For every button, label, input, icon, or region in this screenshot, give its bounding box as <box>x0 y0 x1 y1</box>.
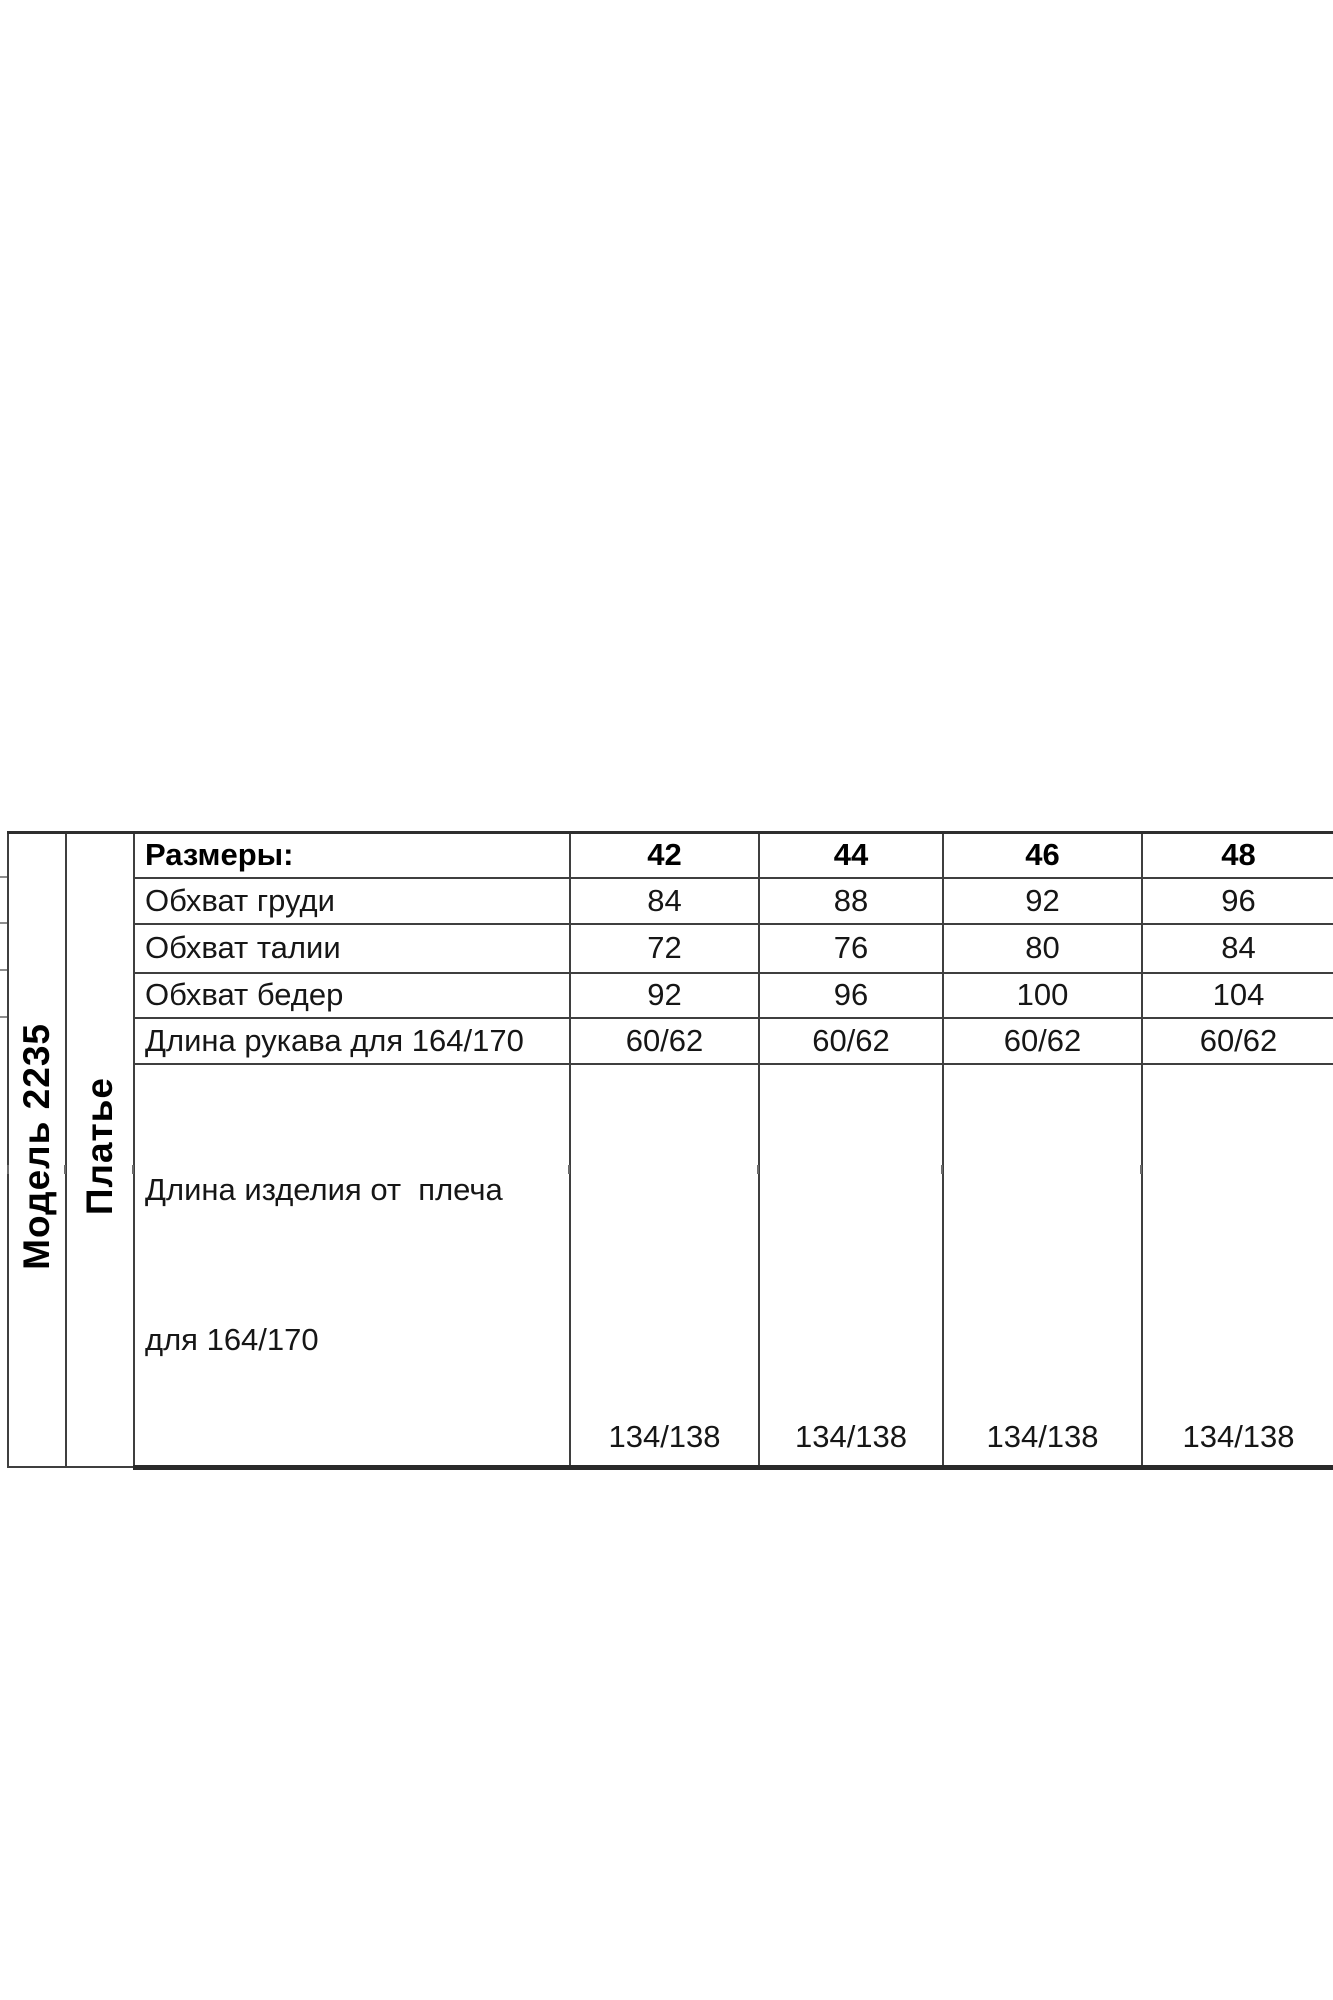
length-46: 134/138 <box>943 1064 1142 1468</box>
grid-tick <box>0 922 7 924</box>
row-chest-label: Обхват груди <box>134 878 570 924</box>
header-row <box>8 833 1333 878</box>
row-chest <box>8 878 1333 924</box>
hips-48: 104 <box>1142 973 1333 1018</box>
grid-stub <box>568 1165 570 1174</box>
chest-44: 88 <box>759 878 943 924</box>
hips-46: 100 <box>943 973 1142 1018</box>
model-label: Модель 2235 <box>15 1022 57 1270</box>
chest-48: 96 <box>1142 878 1333 924</box>
waist-44: 76 <box>759 924 943 973</box>
row-hips <box>8 973 1333 1018</box>
row-length <box>8 1064 1333 1468</box>
row-waist-label: Обхват талии <box>134 924 570 973</box>
sleeve-48: 60/62 <box>1142 1018 1333 1064</box>
chest-46: 92 <box>943 878 1142 924</box>
grid-stub <box>1140 1165 1142 1174</box>
size-chart-table <box>7 831 1333 1470</box>
row-length-label <box>134 1064 570 1468</box>
sizes-header-label: Размеры: <box>134 833 570 878</box>
sleeve-46: 60/62 <box>943 1018 1142 1064</box>
sleeve-42: 60/62 <box>570 1018 759 1064</box>
length-42: 134/138 <box>570 1064 759 1468</box>
row-waist <box>8 924 1333 973</box>
row-hips-label: Обхват бедер <box>134 973 570 1018</box>
grid-tick <box>0 1016 7 1018</box>
grid-stub <box>757 1165 759 1174</box>
sleeve-44: 60/62 <box>759 1018 943 1064</box>
grid-tick <box>0 969 7 971</box>
grid-stub <box>7 1165 9 1174</box>
size-column-48: 48 <box>1142 833 1333 878</box>
row-length-label-line2: для 164/170 <box>145 1321 319 1357</box>
row-sleeve-label: Длина рукава для 164/170 <box>134 1018 570 1064</box>
waist-48: 84 <box>1142 924 1333 973</box>
size-column-44: 44 <box>759 833 943 878</box>
garment-label: Платье <box>78 1077 120 1216</box>
length-48: 134/138 <box>1142 1064 1333 1468</box>
hips-44: 96 <box>759 973 943 1018</box>
grid-tick <box>0 876 7 878</box>
waist-46: 80 <box>943 924 1142 973</box>
row-length-label-line1: Длина изделия от плеча <box>145 1171 503 1207</box>
waist-42: 72 <box>570 924 759 973</box>
grid-stub <box>132 1165 134 1174</box>
garment-cell <box>66 833 134 1468</box>
grid-stub <box>64 1165 66 1174</box>
length-44: 134/138 <box>759 1064 943 1468</box>
size-column-46: 46 <box>943 833 1142 878</box>
grid-stub <box>941 1165 943 1174</box>
model-cell <box>8 833 66 1468</box>
hips-42: 92 <box>570 973 759 1018</box>
size-column-42: 42 <box>570 833 759 878</box>
chest-42: 84 <box>570 878 759 924</box>
row-sleeve <box>8 1018 1333 1064</box>
